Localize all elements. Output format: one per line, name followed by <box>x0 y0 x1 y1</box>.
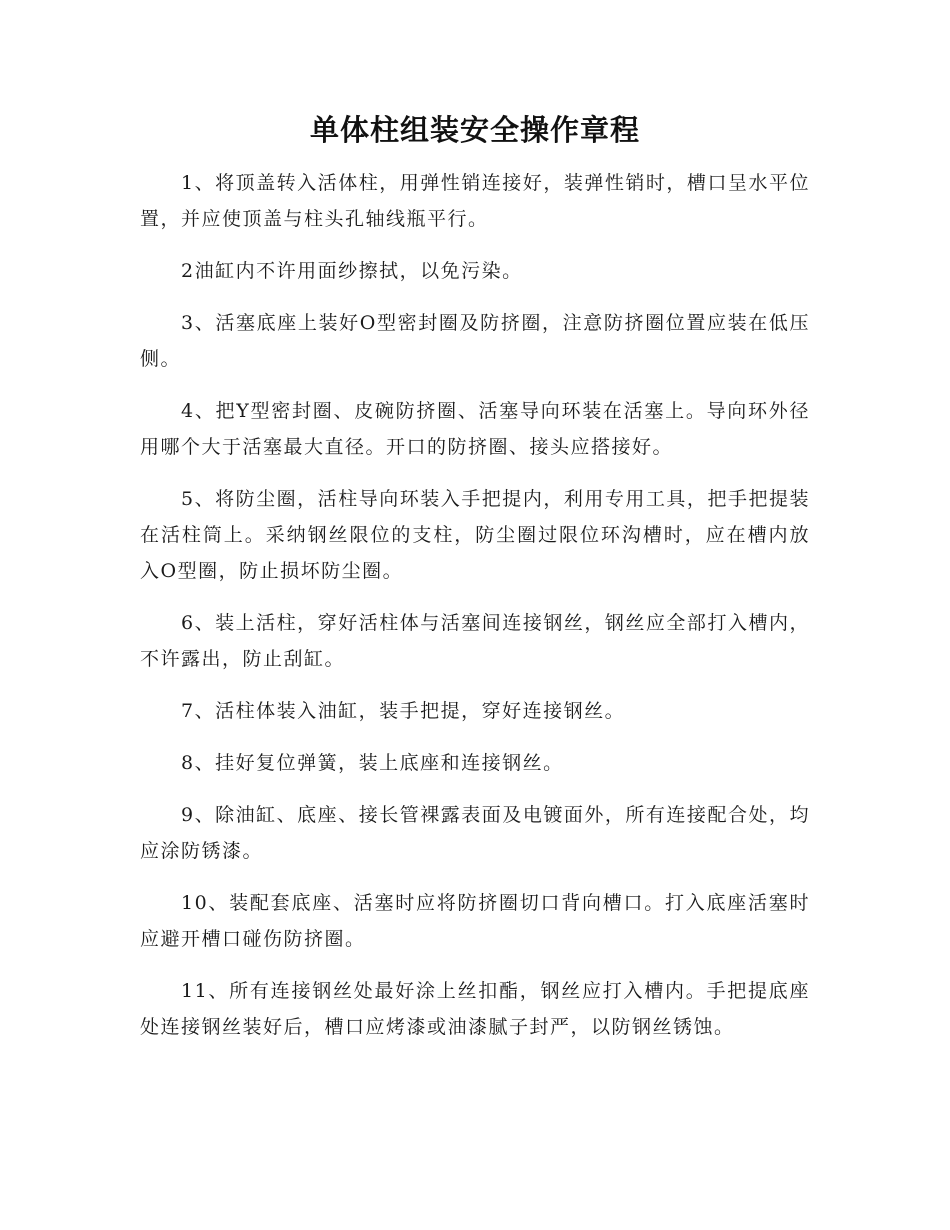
document-body <box>140 165 810 1061</box>
paragraph-2: 2油缸内不许用面纱擦拭，以免污染。 <box>181 260 523 282</box>
paragraph-4: 4、把Y型密封圈、皮碗防挤圈、活塞导向环装在活塞上。导向环外径用哪个大于活塞最大直径。开口的防挤圈、接头应搭接好。 <box>140 400 810 458</box>
paragraph-8: 8、挂好复位弹簧，装上底座和连接钢丝。 <box>181 752 564 774</box>
paragraph-1: 1、将顶盖转入活体柱，用弹性销连接好，装弹性销时，槽口呈水平位置，并应使顶盖与柱头孔轴线瓶平行。 <box>140 172 810 230</box>
paragraph-9: 9、除油缸、底座、接长管裸露表面及电镀面外，所有连接配合处，均应涂防锈漆。 <box>140 804 810 862</box>
paragraph-11: 11、所有连接钢丝处最好涂上丝扣酯，钢丝应打入槽内。手把提底座处连接钢丝装好后，槽口应烤漆或油漆腻子封严，以防钢丝锈蚀。 <box>140 980 810 1038</box>
paragraph-7: 7、活柱体装入油缸，装手把提，穿好连接钢丝。 <box>181 700 626 722</box>
paragraph-3: 3、活塞底座上装好O型密封圈及防挤圈，注意防挤圈位置应装在低压侧。 <box>140 312 810 370</box>
paragraph-5: 5、将防尘圈，活柱导向环装入手把提内，利用专用工具，把手把提装在活柱筒上。采纳钢丝限位的支柱，防尘圈过限位环沟槽时，应在槽内放入O型圈，防止损坏防尘圈。 <box>140 488 810 582</box>
paragraph-10: 10、装配套底座、活塞时应将防挤圈切口背向槽口。打入底座活塞时应避开槽口碰伤防挤圈。 <box>140 892 810 950</box>
document-title: 单体柱组装安全操作章程 <box>309 113 640 147</box>
paragraph-6: 6、装上活柱，穿好活柱体与活塞间连接钢丝，钢丝应全部打入槽内，不许露出，防止刮缸。 <box>140 612 810 670</box>
